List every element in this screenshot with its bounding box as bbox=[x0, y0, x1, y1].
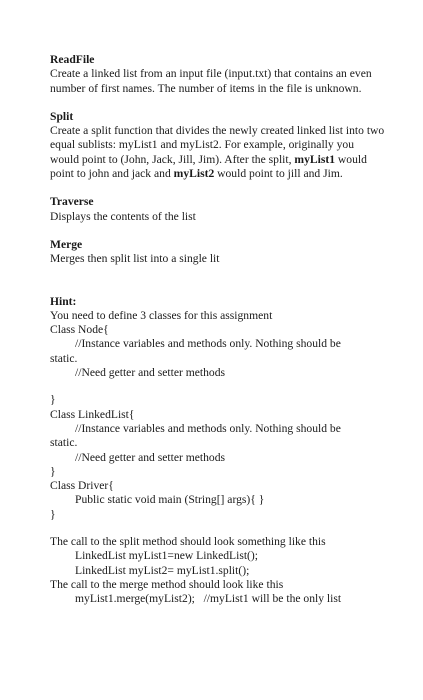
merge-call-intro: The call to the merge method should look like this bbox=[50, 577, 284, 591]
split-text-a: Create a split function that divides the newly created linked list into two equal sublists: myList1 and myList2. For example, originally you would point to (John, Jack, Jill, Jim). After the split, bbox=[50, 124, 385, 166]
merge-call-line: myList1.merge(myList2); //myList1 will be the only list bbox=[75, 592, 342, 606]
class-linkedlist-comment2: //Need getter and setter methods bbox=[75, 450, 226, 464]
class-linkedlist-comment1-cont: static. bbox=[50, 436, 78, 450]
hint-heading: Hint: bbox=[50, 294, 77, 308]
class-node-comment1-cont: static. bbox=[50, 351, 78, 365]
hint-intro: You need to define 3 classes for this assignment bbox=[50, 308, 273, 322]
class-node-open: Class Node{ bbox=[50, 323, 109, 337]
class-linkedlist-comment1: //Instance variables and methods only. Nothing should be bbox=[75, 421, 341, 435]
traverse-text: Displays the contents of the list bbox=[50, 209, 196, 223]
class-linkedlist-close: } bbox=[50, 464, 56, 478]
readfile-heading: ReadFile bbox=[50, 53, 95, 66]
split-bold-mylist1: myList1 bbox=[294, 152, 335, 166]
class-driver-close: } bbox=[50, 507, 56, 521]
hint-section bbox=[50, 295, 385, 607]
class-node-comment1: //Instance variables and methods only. Nothing should be bbox=[75, 337, 341, 351]
split-call-intro: The call to the split method should look something like this bbox=[50, 535, 326, 549]
merge-text: Merges then split list into a single lit bbox=[50, 252, 220, 266]
split-text-b: would point to john and jack and bbox=[50, 152, 367, 181]
merge-heading: Merge bbox=[50, 237, 83, 251]
traverse-heading: Traverse bbox=[50, 195, 94, 209]
readfile-text: Create a linked list from an input file (input.txt) that contains an even number of first names. The number of items in the file is unknown. bbox=[50, 67, 372, 95]
class-node-comment2: //Need getter and setter methods bbox=[75, 366, 226, 380]
class-linkedlist-open: Class LinkedList{ bbox=[50, 407, 135, 421]
traverse-section bbox=[50, 195, 385, 224]
split-text-c: would point to jill and Jim. bbox=[214, 167, 343, 181]
split-section bbox=[50, 110, 385, 181]
split-call-line2: LinkedList myList2= myList1.split(); bbox=[75, 563, 250, 577]
document-body bbox=[50, 53, 385, 607]
merge-section bbox=[50, 238, 385, 267]
class-node-close: } bbox=[50, 393, 56, 407]
split-text bbox=[50, 124, 385, 181]
class-driver-open: Class Driver{ bbox=[50, 479, 114, 493]
class-driver-main: Public static void main (String[] args){ } bbox=[75, 493, 265, 507]
split-call-line1: LinkedList myList1=new LinkedList(); bbox=[75, 549, 258, 563]
split-bold-mylist2: myList2 bbox=[173, 167, 215, 181]
readfile-section bbox=[50, 53, 385, 96]
split-heading: Split bbox=[50, 109, 74, 123]
